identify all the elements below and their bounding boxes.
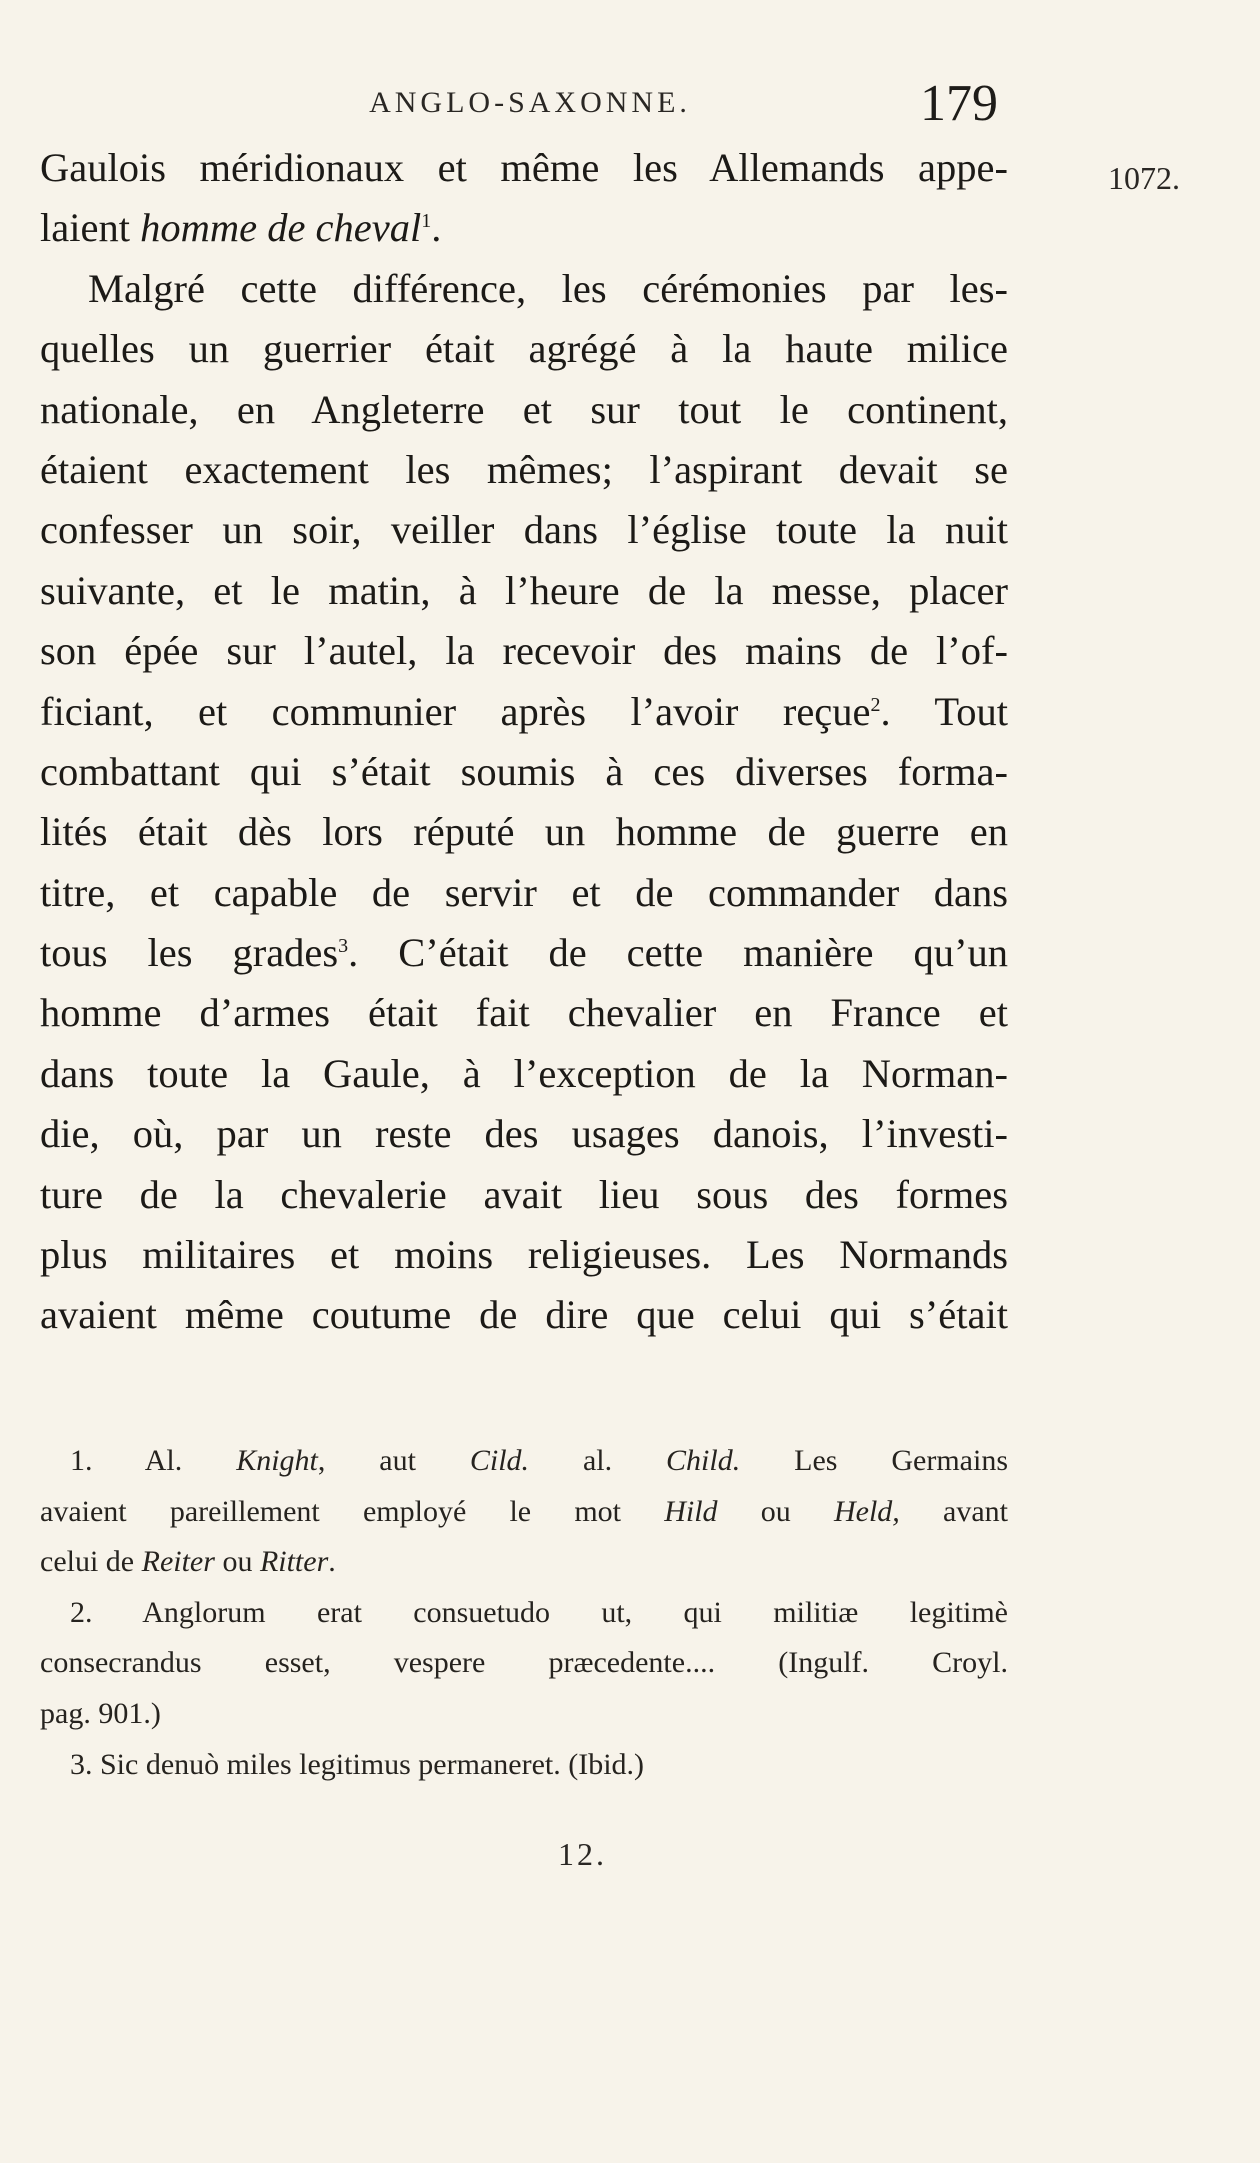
text-line: plus militaires et moins religieuses. Les Normands: [40, 1232, 1008, 1278]
text-line: Malgré cette différence, les cérémonies par les-: [88, 265, 1008, 311]
footnote-line: 2. Anglorum erat consuetudo ut, qui militiæ legitimè: [70, 1595, 1008, 1629]
text-line: avaient même coutume de dire que celui qui s’était: [40, 1292, 1008, 1338]
text-line: étaient exactement les mêmes; l’aspirant devait se: [40, 446, 1008, 492]
footnote-ref: 3: [338, 935, 349, 958]
main-text: [40, 138, 1008, 1346]
footnote-line: celui de Reiter ou Ritter.: [40, 1545, 336, 1579]
footnote-line: 3. Sic denuò miles legitimus permaneret. (Ibid.): [70, 1747, 645, 1781]
text-line: nationale, en Angleterre et sur tout le continent,: [40, 386, 1008, 432]
text-line: quelles un guerrier était agrégé à la haute milice: [40, 326, 1008, 372]
italic-phrase: homme de cheval: [140, 205, 422, 251]
text-line: Gaulois méridionaux et même les Allemands appe-: [40, 145, 1008, 190]
text-line: laient homme de cheval$^1$.: [40, 205, 442, 251]
text-line: confesser un soir, veiller dans l’église toute la nuit: [40, 507, 1008, 553]
running-head: ANGLO-SAXONNE.: [369, 86, 691, 119]
footnote-ref: 2: [870, 693, 881, 716]
text-line: suivante, et le matin, à l’heure de la messe, placer: [40, 567, 1008, 613]
text-line: die, où, par un reste des usages danois, l’investi-: [40, 1111, 1008, 1157]
text-line: titre, et capable de servir et de commander dans: [40, 869, 1008, 915]
text-line: dans toute la Gaule, à l’exception de la Norman-: [40, 1050, 1008, 1096]
text-line: son épée sur l’autel, la recevoir des mains de l’of-: [40, 628, 1008, 674]
margin-year-note: 1072.: [1108, 160, 1180, 196]
footnotes: [40, 1436, 1008, 1790]
footnote-line: consecrandus esset, vespere præcedente.... (Ingulf. Croyl.: [40, 1646, 1008, 1680]
footnote-line: avaient pareillement employé le mot Hild ou Held, avant: [40, 1494, 1008, 1528]
footnote-line: pag. 901.): [40, 1696, 161, 1730]
text-line: ficiant, et communier après l’avoir reçue$^2$. Tout: [40, 688, 1008, 734]
text-line: homme d’armes était fait chevalier en France et: [40, 990, 1008, 1036]
text-line: ture de la chevalerie avait lieu sous des formes: [40, 1171, 1008, 1217]
text-line: combattant qui s’était soumis à ces diverses forma-: [40, 748, 1008, 794]
text-line: lités était dès lors réputé un homme de guerre en: [40, 809, 1008, 855]
text-line: tous les grades$^3$. C’était de cette manière qu’un: [40, 930, 1008, 976]
footnote-ref: 1: [421, 210, 432, 233]
signature-mark: 12.: [558, 1836, 607, 1872]
page-number: 179: [920, 75, 998, 132]
footnote-line: 1. Al. Knight, aut Cild. al. Child. Les Germains: [70, 1444, 1008, 1477]
